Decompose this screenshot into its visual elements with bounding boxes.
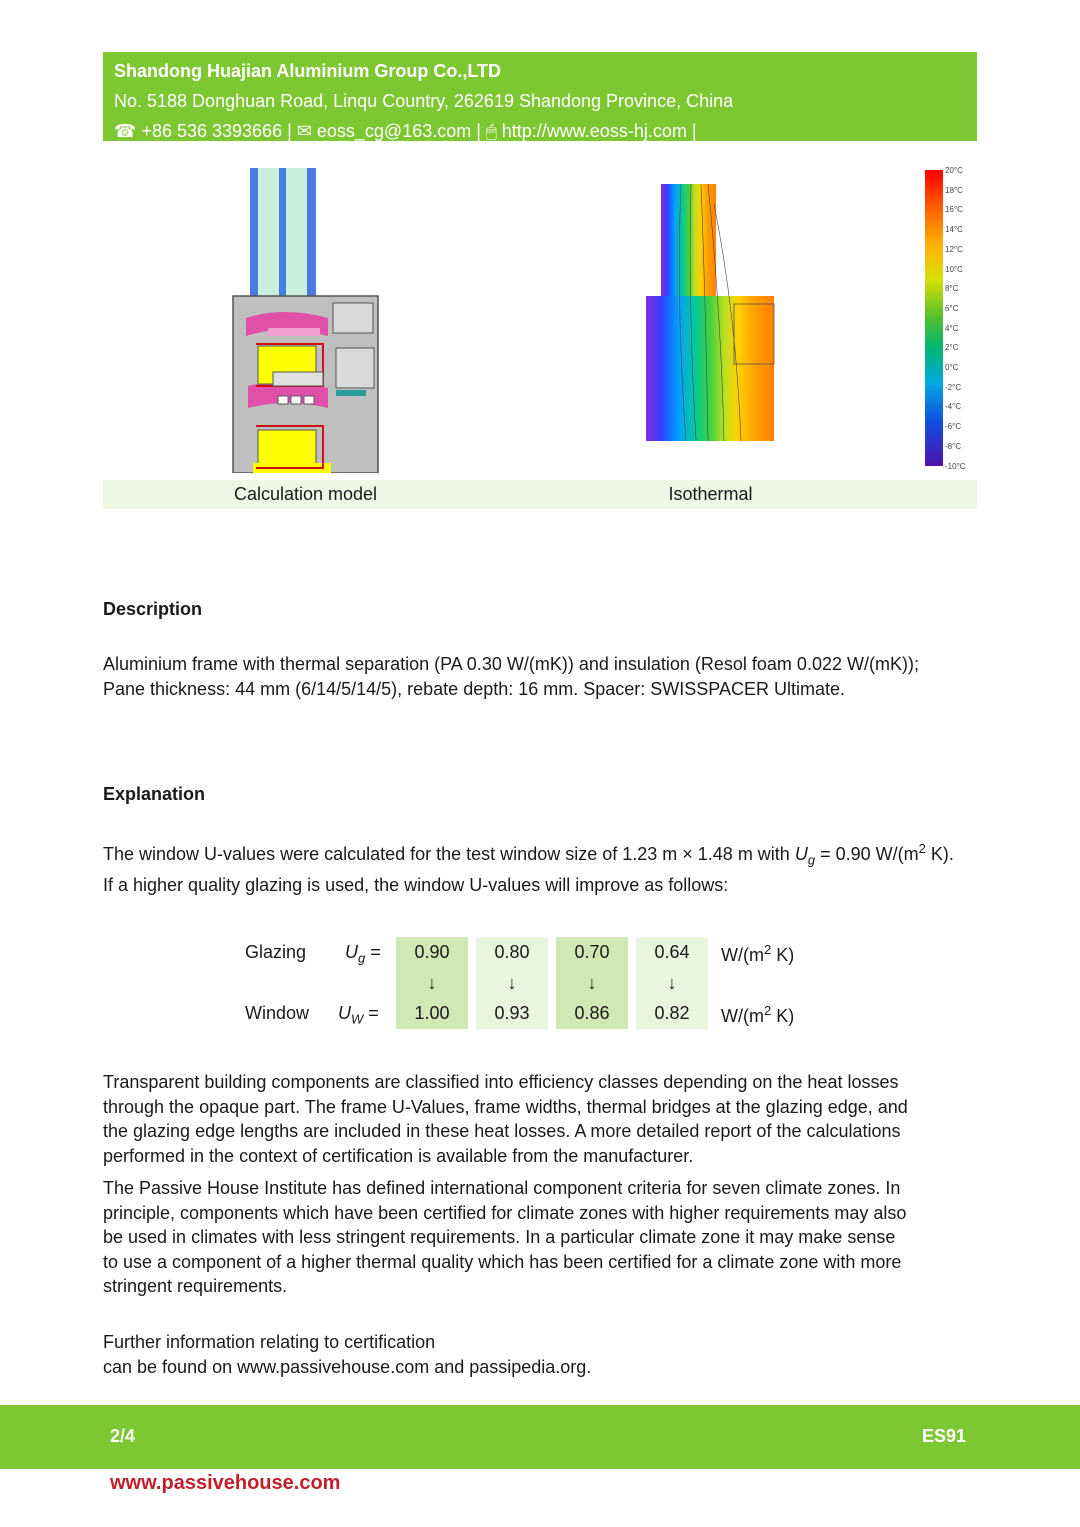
unit-text: K) (771, 1006, 795, 1026)
document-code: ES91 (922, 1426, 967, 1446)
unit-text: K) (771, 945, 795, 965)
scale-label: 20°C (945, 166, 963, 175)
down-arrow: ↓ (667, 973, 677, 993)
uvalue-table (240, 937, 840, 1029)
glazing-label: Glazing (245, 942, 307, 962)
paragraph-line: performed in the context of certification is available from the manufacturer. (103, 1145, 694, 1166)
paragraph-line: stringent requirements. (103, 1276, 288, 1296)
paragraph-line: through the opaque part. The frame U-Values, frame widths, thermal bridges at the glazing edge, and (103, 1096, 908, 1117)
header-band (103, 52, 977, 141)
climate-zone-paragraph (103, 1176, 983, 1299)
ug-unit (721, 942, 794, 966)
paragraph-line: Transparent building components are classified into efficiency classes depending on the heat losses (103, 1072, 899, 1092)
page-number: 2/4 (110, 1426, 136, 1446)
scale-label: 10°C (945, 264, 963, 274)
down-arrow: ↓ (507, 973, 517, 993)
explanation-text-part: K). (925, 844, 954, 864)
unit-superscript: 2 (763, 1003, 772, 1018)
uw-unit (721, 1003, 794, 1027)
isothermal-figure (646, 184, 781, 444)
phone-icon: ☎ (114, 121, 137, 141)
figure-captions (103, 480, 977, 509)
unit-superscript: 2 (918, 841, 926, 856)
website-link[interactable]: http://www.eoss-hj.com | (501, 121, 697, 141)
ug-symbol: U (345, 942, 358, 962)
envelope-icon: ✉ (296, 121, 312, 141)
scale-label: -10°C (945, 461, 966, 471)
ug-value: 0.80 (494, 942, 530, 962)
explanation-text (103, 837, 1023, 898)
footer-website-link[interactable]: www.passivehouse.com (110, 1472, 341, 1494)
equals-sign: = (368, 1003, 379, 1023)
uw-value: 0.86 (574, 1003, 610, 1023)
scale-label: 4°C (945, 323, 959, 333)
temperature-scale (925, 170, 943, 466)
paragraph-line: principle, components which have been certified for climate zones with higher requirements may also (103, 1202, 907, 1223)
ug-subscript: g (807, 852, 816, 868)
window-label: Window (245, 1003, 310, 1023)
paragraph-line: the glazing edge lengths are included in these heat losses. A more detailed report of the calculations (103, 1121, 901, 1141)
temperature-scale-labels (945, 166, 985, 476)
scale-label: 16°C (945, 205, 963, 215)
scale-label: 14°C (945, 225, 963, 235)
figures-area (103, 160, 977, 480)
phone-number: +86 536 3393666 | (141, 121, 292, 141)
uw-subscript: W (351, 1011, 364, 1027)
email-address[interactable]: eoss_cg@163.com | (316, 121, 481, 141)
uw-label (338, 1003, 379, 1027)
unit-superscript: 2 (763, 942, 772, 957)
paragraph-line: The Passive House Institute has defined international component criteria for seven climate zones. In (103, 1178, 901, 1198)
uw-symbol: U (338, 1003, 351, 1023)
down-arrow: ↓ (427, 973, 437, 993)
description-line: Aluminium frame with thermal separation (PA 0.30 W/(mK)) and insulation (Resol foam 0.022 W/(mK)); (103, 654, 919, 674)
unit-text: W/(m (721, 945, 764, 965)
ug-value: 0.90 (414, 942, 450, 962)
scale-label: 2°C (945, 343, 959, 353)
scale-label: 0°C (945, 363, 959, 372)
calculation-model-figure (228, 168, 383, 473)
explanation-text-part: = 0.90 W/(m (815, 844, 919, 864)
unit-text: W/(m (721, 1006, 764, 1026)
description-text (103, 652, 983, 701)
classification-paragraph (103, 1070, 983, 1168)
company-address: No. 5188 Donghuan Road, Linqu Country, 262619 Shandong Province, China (114, 91, 734, 111)
further-info-paragraph (103, 1330, 983, 1379)
scale-label: -8°C (945, 441, 962, 451)
caption-isothermal: Isothermal (668, 484, 753, 504)
uw-value: 1.00 (414, 1003, 450, 1023)
paragraph-line: to use a component of a higher thermal quality which has been certified for a climate zone with more (103, 1251, 902, 1272)
uw-value: 0.93 (494, 1003, 530, 1023)
description-line: Pane thickness: 44 mm (6/14/5/14/5), rebate depth: 16 mm. Spacer: SWISSPACER Ultimate. (103, 678, 845, 699)
scale-label: -2°C (945, 382, 962, 392)
paragraph-line: can be found on www.passivehouse.com and passipedia.org. (103, 1356, 592, 1377)
scale-label: 6°C (945, 303, 959, 313)
ug-subscript: g (358, 950, 366, 966)
scale-label: 12°C (945, 244, 963, 254)
ug-symbol: U (794, 844, 808, 864)
ug-label (345, 942, 381, 966)
explanation-text-part: The window U-values were calculated for the test window size of 1.23 m × 1.48 m with (103, 844, 795, 864)
paragraph-line: be used in climates with less stringent requirements. In a particular climate zone it may make sense (103, 1227, 896, 1247)
explanation-heading: Explanation (103, 784, 206, 804)
caption-calculation-model: Calculation model (233, 484, 378, 504)
scale-label: -4°C (945, 402, 962, 412)
paragraph-line: Further information relating to certification (103, 1332, 436, 1352)
uw-value: 0.82 (654, 1003, 690, 1023)
down-arrow: ↓ (587, 973, 597, 993)
ug-value: 0.70 (574, 942, 610, 962)
explanation-line: If a higher quality glazing is used, the window U-values will improve as follows: (103, 875, 729, 896)
ug-value: 0.64 (654, 942, 690, 962)
description-heading: Description (103, 599, 203, 619)
scale-label: 18°C (945, 185, 963, 195)
mouse-icon: 🖱 (485, 121, 497, 141)
company-name: Shandong Huajian Aluminium Group Co.,LTD (114, 61, 501, 81)
equals-sign: = (370, 942, 381, 962)
contact-line (114, 116, 977, 146)
footer-band (0, 1405, 1080, 1469)
scale-label: -6°C (945, 422, 962, 432)
scale-label: 8°C (945, 284, 959, 294)
